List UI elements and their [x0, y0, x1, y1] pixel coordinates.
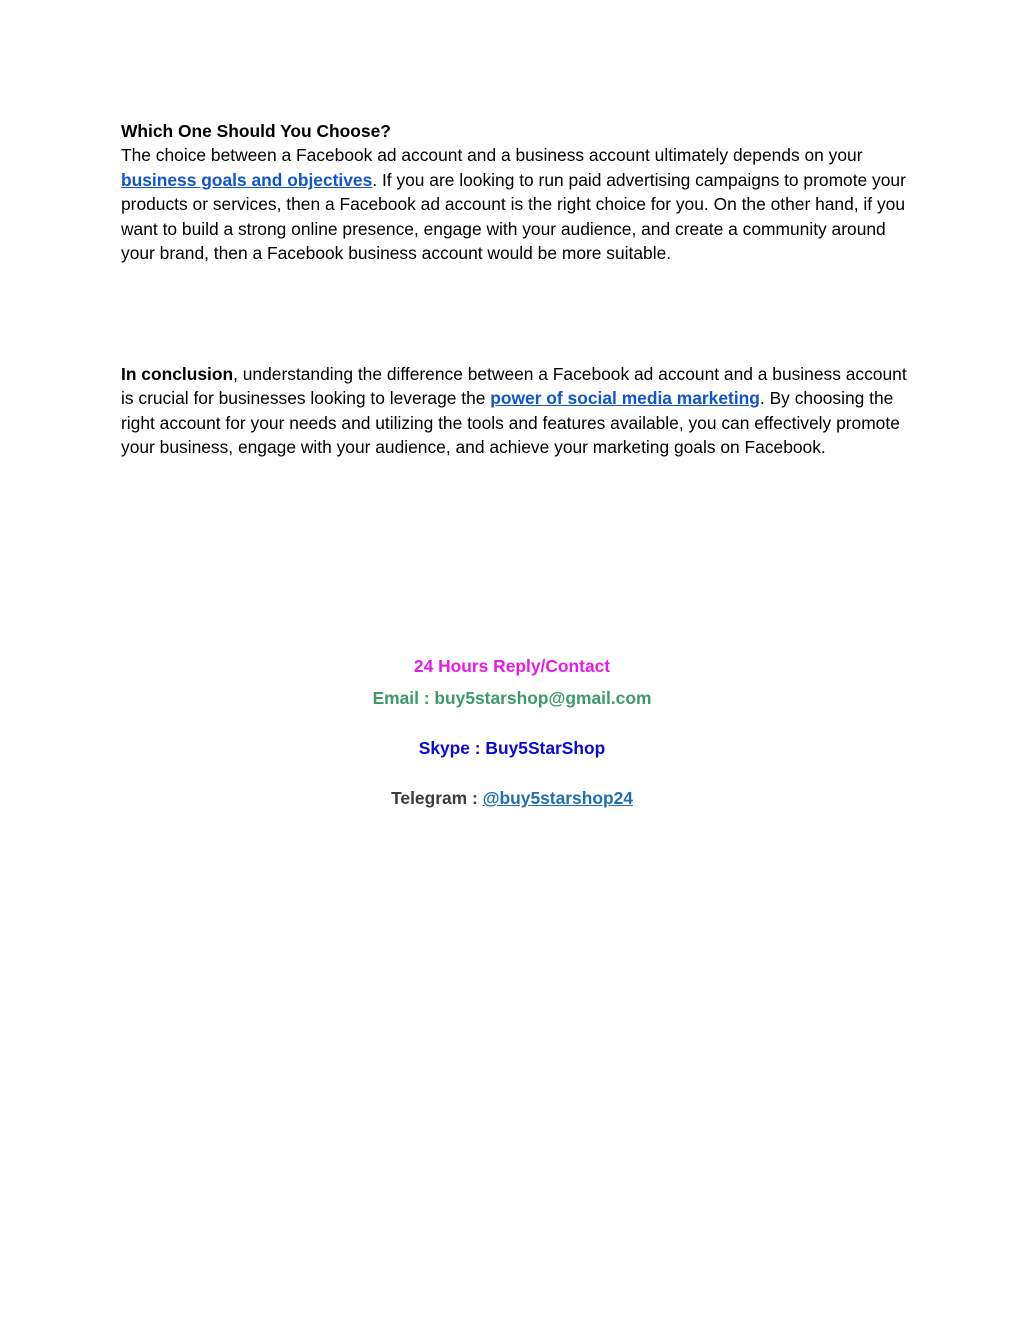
- paragraph-text-start: The choice between a Facebook ad account and a business account ultimately depends on your: [121, 145, 863, 166]
- contact-email-line: Email : buy5starshop@gmail.com: [372, 688, 652, 708]
- conclusion-text-start: , understanding the difference between a Facebook ad account and a business account is crucial for businesses looking to leverage the: [121, 364, 907, 409]
- section-heading: Which One Should You Choose?: [121, 121, 391, 141]
- contact-telegram-line: [0, 787, 1024, 809]
- section-conclusion: [121, 362, 911, 460]
- section-paragraph: [121, 143, 911, 265]
- telegram-handle-link[interactable]: @buy5starshop24: [482, 788, 633, 808]
- contact-skype-line: Skype : Buy5StarShop: [418, 738, 606, 758]
- telegram-label: Telegram :: [391, 788, 483, 808]
- social-media-marketing-link[interactable]: power of social media marketing: [490, 388, 760, 409]
- business-goals-link[interactable]: business goals and objectives: [121, 169, 373, 190]
- conclusion-lead: In conclusion: [121, 364, 234, 384]
- section-which-one: [121, 119, 911, 265]
- conclusion-text-end: . By choosing the right account for your needs and utilizing the tools and features available, you can effectively promote your business, engage with your audience, and achieve your marketing goals on Facebook.: [121, 388, 900, 458]
- conclusion-paragraph: [121, 362, 911, 460]
- paragraph-text-end: . If you are looking to run paid advertising campaigns to promote your products or services, then a Facebook ad account is the right choice for you. On the other hand, if you want to build a strong online presence, engage with your audience, and create a community around your brand, then a Facebook business account would be more suitable.: [121, 169, 906, 264]
- contact-reply-line: 24 Hours Reply/Contact: [413, 656, 611, 676]
